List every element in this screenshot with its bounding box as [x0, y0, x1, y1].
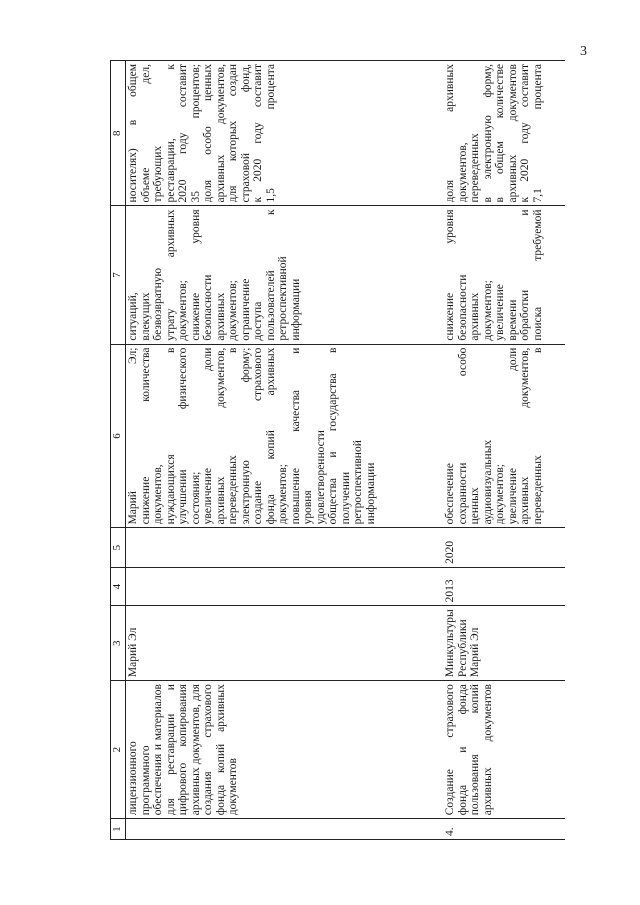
cell-text-line: архивных	[214, 292, 227, 341]
cell-text-line: общества и государства в	[327, 347, 339, 525]
cell-text-line: переведенных	[469, 133, 481, 203]
cell-text-line: к 2020 году составит	[252, 64, 264, 203]
cell-text-line: создания страхового	[202, 684, 214, 816]
cell-text-line: снижение уровня	[189, 209, 202, 341]
cell-text-line: переведенных в	[227, 347, 239, 525]
cell-text-line: документов;	[481, 280, 494, 341]
cell-text-line: пользования копий	[469, 684, 481, 816]
cell-consequences	[126, 206, 444, 344]
cell-text-line: ретроспективной	[277, 256, 289, 341]
cell-text-line: архивных	[469, 292, 481, 341]
cell-text-line: времени	[506, 299, 519, 341]
cell-text-line: информации	[289, 278, 302, 341]
cell-executor	[443, 606, 565, 681]
cell-text-line: носителях) в общем	[127, 64, 139, 203]
cell-text-line: документов,	[456, 142, 469, 203]
cell-text-line: создание страхового	[252, 347, 264, 525]
cell-text-line: безвозвратную	[152, 267, 164, 341]
cell-text-line: пользователей к	[264, 209, 277, 341]
cell-text-line: обработки и	[519, 209, 531, 341]
table-row	[443, 61, 565, 840]
cell-text-line: обеспечение	[444, 463, 456, 525]
cell-text-line: нуждающихся в	[164, 347, 177, 525]
cell-start-year: 2013	[443, 567, 565, 605]
cell-text-line: объеме дел,	[139, 64, 152, 203]
cell-text-line: поиска требуемой	[531, 209, 544, 341]
cell-text-line: в общем количестве	[494, 64, 506, 203]
cell-text-line: улучшении физического	[177, 347, 189, 525]
cell-text-line: аудиовизуальных	[481, 439, 494, 525]
cell-text-line: фонда копий архивных	[214, 684, 227, 816]
cell-text-line: архивных документов,	[214, 64, 227, 203]
cell-text-line: архивных документов	[481, 684, 494, 816]
header-cell: 5	[111, 528, 126, 567]
cell-text-line: требующих	[152, 145, 164, 203]
cell-text-line: Марий Эл	[127, 627, 139, 678]
cell-text-line: доля архивных	[444, 64, 456, 203]
cell-text-line: доступа	[252, 301, 264, 341]
rotated-table-container	[110, 60, 586, 840]
cell-text-line: архивных документов	[506, 64, 519, 203]
cell-text-line: Республики	[456, 619, 469, 678]
cell-expected-result	[126, 344, 444, 528]
cell-text-line: 2020 году составит	[177, 64, 189, 203]
cell-text-line: цифрового копирования	[177, 684, 189, 816]
cell-text-line: 7,1 процента	[531, 64, 544, 203]
header-cell: 1	[111, 819, 126, 840]
cell-text-line: фонда и фонда	[456, 684, 469, 816]
page-number: 3	[580, 44, 587, 59]
cell-text-line: переведенных в	[531, 347, 544, 525]
cell-end-year	[126, 528, 444, 567]
cell-executor	[126, 606, 444, 681]
cell-text-line: увеличение доли	[202, 347, 214, 525]
cell-text-line: снижение уровня	[444, 209, 456, 341]
program-measures-table	[110, 60, 565, 840]
header-cell: 8	[111, 61, 126, 206]
cell-text-line: уровня	[302, 490, 314, 525]
cell-text-line: Минкультуры	[444, 609, 456, 678]
cell-number: 4.	[443, 819, 565, 840]
cell-text-line: документов;	[177, 280, 189, 341]
cell-consequences	[443, 206, 565, 344]
table-row	[126, 61, 444, 840]
cell-indicators	[443, 61, 565, 206]
cell-text-line: документов;	[277, 464, 289, 525]
cell-text-line: ретроспективной	[352, 440, 364, 525]
cell-text-line: снижение количества	[139, 347, 152, 525]
cell-text-line: ситуаций,	[127, 292, 139, 341]
cell-text-line: фонда копий архивных	[264, 347, 277, 525]
cell-text-line: утрату архивных	[164, 209, 177, 341]
cell-text-line: реставрации, к	[164, 64, 177, 203]
header-cell: 2	[111, 681, 126, 819]
cell-text-line: для реставрации и	[164, 684, 177, 816]
cell-text-line: безопасности	[456, 274, 469, 341]
cell-text-line: информации	[364, 462, 377, 525]
cell-text-line: документов,	[152, 464, 164, 525]
cell-text-line: увеличение доли	[506, 347, 519, 525]
cell-text-line: Создание страхового	[444, 684, 456, 816]
cell-text-line: документов;	[494, 464, 506, 525]
cell-text-line: в электронную форму,	[481, 64, 494, 203]
cell-text-line: архивных документов,	[519, 347, 531, 525]
cell-text-line: 1,5 процента	[264, 64, 277, 203]
cell-expected-result	[443, 344, 565, 528]
header-cell: 7	[111, 206, 126, 344]
cell-text-line: безопасности	[202, 274, 214, 341]
cell-text-line: ценных	[469, 487, 481, 525]
cell-text-line: лицензионного	[127, 741, 139, 816]
cell-end-year: 2020	[443, 528, 565, 567]
header-cell: 6	[111, 344, 126, 528]
cell-text-line: Марий Эл;	[127, 347, 139, 525]
cell-text-line: получении	[339, 471, 352, 525]
header-cell: 4	[111, 567, 126, 605]
cell-text-line: программного	[139, 745, 152, 816]
cell-text-line: повышение качества и	[289, 347, 302, 525]
cell-text-line: удовлетворенности	[314, 430, 327, 525]
cell-text-line: влекущих	[139, 292, 152, 341]
cell-measure	[126, 681, 444, 819]
cell-measure	[443, 681, 565, 819]
cell-text-line: электронную форму;	[239, 347, 252, 525]
cell-text-line: обеспечения и материалов	[152, 684, 164, 816]
cell-start-year	[126, 567, 444, 605]
cell-text-line: доля особо ценных	[202, 64, 214, 203]
cell-text-line: ограничение	[239, 278, 252, 341]
cell-text-line: состояния;	[189, 471, 202, 525]
cell-text-line: страховой фонд,	[239, 64, 252, 203]
cell-text-line: документов	[227, 758, 239, 816]
cell-indicators	[126, 61, 444, 206]
cell-text-line: увеличение	[494, 284, 506, 341]
cell-text-line: сохранности особо	[456, 347, 469, 525]
cell-text-line: Марий Эл	[469, 627, 481, 678]
cell-text-line: 35 процентов;	[189, 64, 202, 203]
cell-text-line: архивных документов,	[214, 347, 227, 525]
header-cell: 3	[111, 606, 126, 681]
cell-text-line: к 2020 году составит	[519, 64, 531, 203]
cell-text-line: документов;	[227, 280, 239, 341]
cell-number	[126, 819, 444, 840]
cell-text-line: для которых создан	[227, 64, 239, 203]
header-row	[111, 61, 126, 840]
cell-text-line: архивных документов, для	[189, 684, 202, 816]
